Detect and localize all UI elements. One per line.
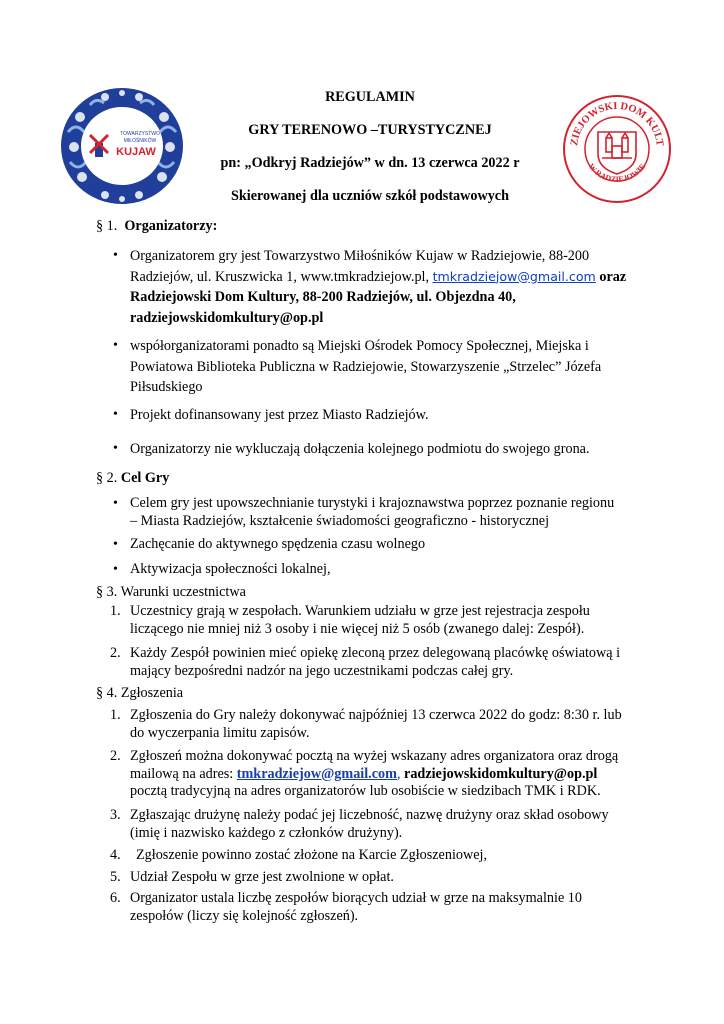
line: (imię i nazwisko każdego z członków drużyny).	[130, 824, 403, 841]
section-2-title: Cel Gry	[120, 470, 170, 486]
line: Zgłoszenia do Gry należy dokonywać najpóźniej 13 czerwca 2022 do godz: 8:30 r. lub	[130, 707, 622, 723]
line-text: mailową na adres:	[130, 765, 234, 782]
list-item: Organizatorzy nie wykluczają dołączenia kolejnego podmiotu do swojego grona.	[130, 441, 590, 457]
section-2-number: § 2.	[96, 470, 118, 486]
tmk-logo-line2: MIŁOŚNIKÓW	[123, 138, 157, 144]
email-address: radziejowskidomkultury@op.pl	[404, 765, 598, 782]
list-item: Udział Zespołu w grze jest zwolnione w opłat.	[130, 869, 394, 885]
bullet: •	[113, 537, 118, 552]
list-item	[130, 707, 640, 742]
list-item: Zgłoszenie powinno zostać złożone na Karcie Zgłoszeniowej,	[136, 847, 488, 863]
tmk-logo-line1: TOWARZYSTWO	[120, 131, 160, 137]
audience-line: Skierowanej dla uczniów szkół podstawowych	[231, 188, 509, 204]
line: liczącego nie mniej niż 3 osoby i nie więcej niż 5 osób (zwanego dalej: Zespół).	[130, 620, 585, 637]
tmk-logo-line3: KUJAW	[116, 146, 156, 158]
seal-bottom-text: W RADZIEJOWIE	[586, 161, 648, 184]
document-title: REGULAMIN	[325, 89, 415, 105]
line: współorganizatorami ponadto są Miejski Ośrodek Pomocy Społecznej, Miejska i	[130, 338, 589, 354]
line: Piłsudskiego	[130, 379, 203, 395]
separator: ,	[396, 765, 401, 782]
list-number: 1.	[110, 603, 121, 619]
list-number: 2.	[110, 748, 121, 764]
line: Organizatorem gry jest Towarzystwo Miłośników Kujaw w Radziejowie, 88-200	[130, 248, 590, 264]
list-number: 3.	[110, 807, 121, 823]
line: mający bezpośredni nadzór na jego uczestnikami podczas całej gry.	[130, 662, 514, 679]
tmk-logo	[60, 87, 184, 205]
list-item: Zachęcanie do aktywnego spędzenia czasu wolnego	[130, 536, 426, 552]
list-number: 1.	[110, 707, 121, 723]
seal-top-text: ZIEJOWSKI DOM KULT	[569, 100, 665, 147]
list-item	[130, 748, 640, 801]
list-item	[130, 603, 640, 638]
list-number: 6.	[110, 890, 121, 906]
line: Zgłoszeń można dokonywać pocztą na wyżej wskazany adres organizatora oraz drogą	[130, 748, 619, 764]
line	[130, 766, 640, 784]
line: Uczestnicy grają w zespołach. Warunkiem udziału w grze jest rejestracja zespołu	[130, 603, 590, 619]
document-subtitle: GRY TERENOWO –TURYSTYCZNEJ	[248, 122, 492, 138]
list-item: Projekt dofinansowany jest przez Miasto Radziejów.	[130, 407, 429, 423]
list-item	[130, 336, 640, 398]
line: – Miasta Radziejów, kształcenie świadomości geograficzno - historycznej	[130, 512, 550, 529]
line: Zgłaszając drużynę należy podać jej liczebność, nazwę drużyny oraz skład osobowy	[130, 807, 609, 823]
bullet: •	[113, 407, 118, 422]
email-link[interactable]: tmkradziejow@gmail.com	[432, 268, 596, 284]
list-item	[130, 645, 640, 680]
section-4-heading: § 4. Zgłoszenia	[96, 685, 184, 701]
line: pocztą tradycyjną na adres organizatorów lub osobiście w siedzibach TMK i RDK.	[130, 783, 601, 799]
list-number: 5.	[110, 869, 121, 885]
coat-of-arms-icon	[598, 132, 636, 174]
list-number: 2.	[110, 645, 121, 661]
bullet: •	[113, 562, 118, 577]
line: Radziejowski Dom Kultury, 88-200 Radziejów, ul. Objezdna 40,	[130, 289, 516, 305]
line	[130, 267, 640, 288]
section-1-number: § 1.	[96, 218, 118, 234]
line: zespołów (liczy się kolejność zgłoszeń).	[130, 907, 359, 924]
conjunction: oraz	[599, 268, 627, 285]
list-item	[130, 807, 640, 842]
email-link[interactable]: tmkradziejow@gmail.com	[236, 765, 397, 782]
section-2-heading	[96, 470, 169, 487]
line: Każdy Zespół powinien mieć opiekę zleconą przez delegowaną placówkę oświatową i	[130, 645, 621, 661]
line-text: Radziejów, ul. Kruszwicka 1, www.tmkradziejow.pl,	[130, 268, 430, 285]
event-name: pn: „Odkryj Radziejów” w dn. 13 czerwca 2022 r	[220, 155, 520, 171]
line: Powiatowa Biblioteka Publiczna w Radziejowie, Stowarzyszenie „Strzelec” Józefa	[130, 358, 602, 375]
line: radziejowskidomkultury@op.pl	[130, 309, 324, 326]
rdk-seal	[562, 94, 672, 204]
list-item	[130, 890, 640, 925]
line: do wyczerpania limitu zapisów.	[130, 724, 310, 741]
section-1-heading	[96, 218, 217, 235]
line: Celem gry jest upowszechnianie turystyki i krajoznawstwa poprzez poznanie regionu	[130, 495, 615, 511]
bullet: •	[113, 496, 118, 511]
list-number: 4.	[110, 847, 121, 863]
line: Organizator ustala liczbę zespołów biorących udział w grze na maksymalnie 10	[130, 890, 582, 906]
bullet: •	[113, 248, 118, 263]
bullet: •	[113, 441, 118, 456]
list-item	[130, 246, 640, 328]
section-3-heading: § 3. Warunki uczestnictwa	[96, 584, 246, 600]
bullet: •	[113, 338, 118, 353]
section-1-title: Organizatorzy:	[124, 218, 218, 234]
list-item	[130, 495, 640, 530]
list-item: Aktywizacja społeczności lokalnej,	[130, 561, 331, 577]
